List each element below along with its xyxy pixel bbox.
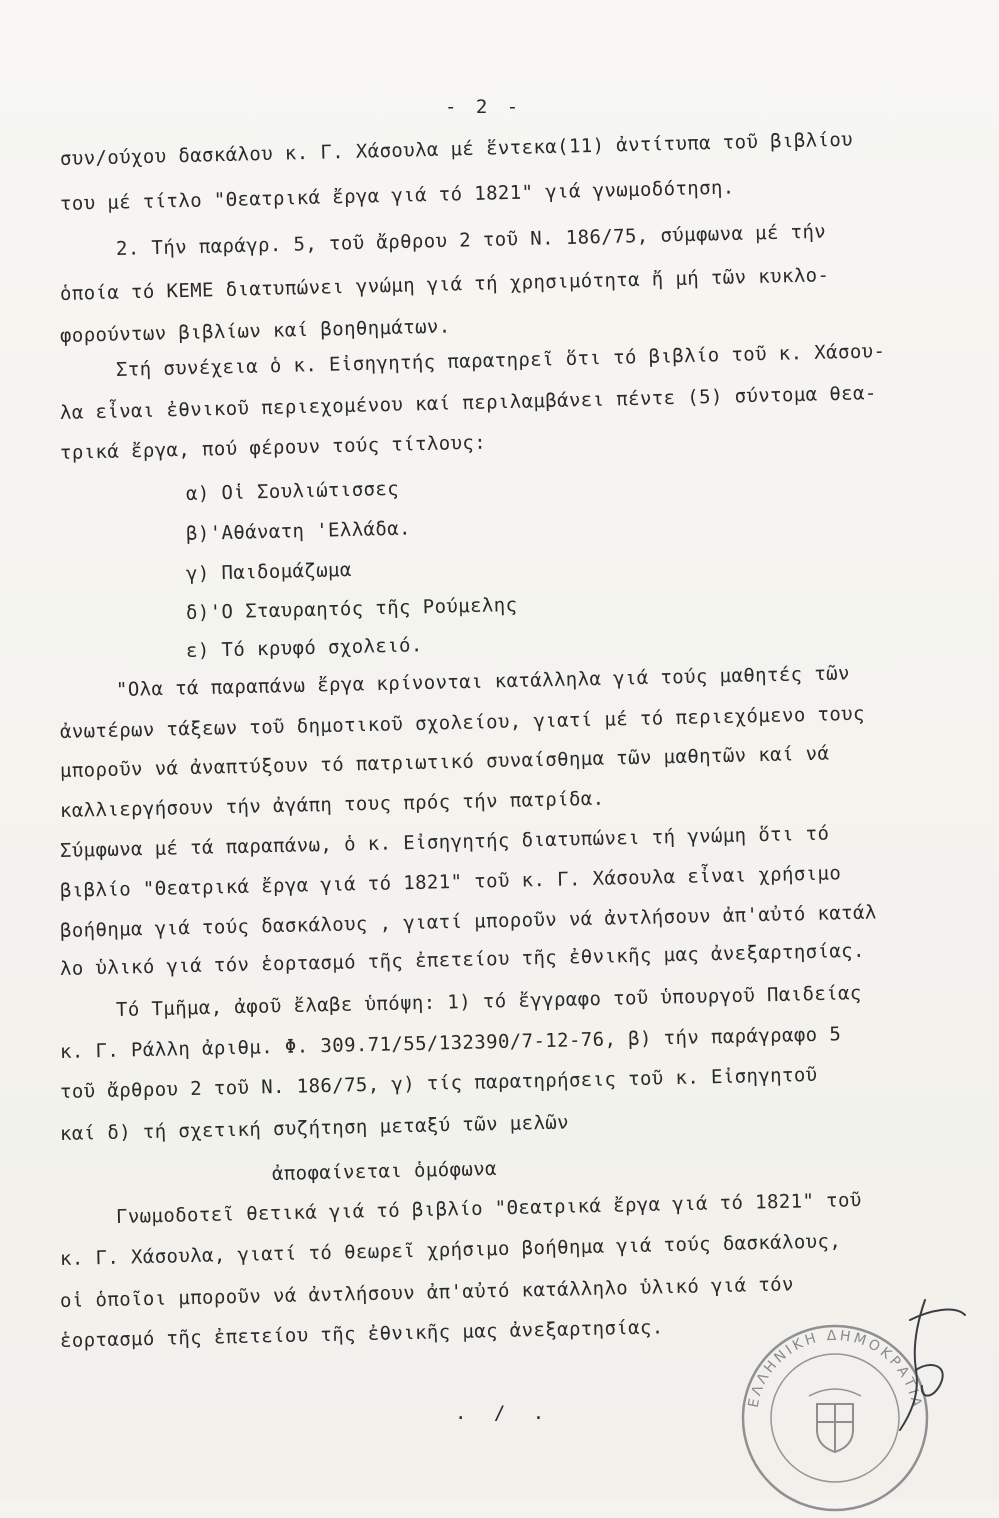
text-line: κ. Γ. Χάσουλα, γιατί τό θεωρεῖ χρήσιμο βοήθημα γιά τούς δασκάλους, (59, 1230, 842, 1270)
list-item: β)'Αθάνατη 'Ελλάδα. (185, 517, 412, 545)
list-item: α) Οἱ Σουλιώτισσες (185, 477, 400, 505)
list-item: γ) Παιδομάζωμα (185, 558, 352, 585)
text-line: φορούντων βιβλίων καί βοηθημάτων. (59, 315, 451, 347)
decision-heading: ἀποφαίνεται ὁμόφωνα (271, 1157, 498, 1185)
text-line: Τό Τμῆμα, ἀφοῦ ἔλαβε ὑπόψη: 1) τό ἔγγραφο τοῦ ὑπουργοῦ Παιδείας (115, 982, 862, 1021)
text-line: οἱ ὁποῖοι μποροῦν νά ἀντλήσουν ἀπ'αὐτό κατάλληλο ὑλικό γιά τόν (59, 1273, 795, 1312)
text-line: ἑορτασμό τῆς ἐπετείου τῆς ἐθνικῆς μας ἀνεξαρτησίας. (59, 1316, 664, 1352)
text-line: συν/ούχου δασκάλου κ. Γ. Χάσουλα μέ ἕντεκα(11) ἀντίτυπα τοῦ βιβλίου (59, 128, 854, 170)
text-line: καί δ) τή σχετική συζήτηση μεταξύ τῶν μελῶν (59, 1111, 570, 1145)
page-number: - 2 - (445, 96, 523, 118)
text-line: Στή συνέχεια ὁ κ. Εἰσηγητής παρατηρεῖ ὅτι τό βιβλίο τοῦ κ. Χάσου- (115, 340, 886, 381)
text-line: μποροῦν νά ἀναπτύξουν τό πατριωτικό συναίσθημα τῶν μαθητῶν καί νά (59, 742, 830, 782)
text-line: λο ὑλικό γιά τόν ἑορτασμό τῆς ἐπετείου τῆς ἐθνικῆς μας ἀνεξαρτησίας. (59, 939, 866, 980)
list-item: δ)'Ο Σταυραητός τῆς Ρούμελης (185, 593, 518, 624)
text-line: του μέ τίτλο "Θεατρικά ἔργα γιά τό 1821" γιά γνωμοδότηση. (59, 176, 735, 215)
text-line: βιβλίο "Θεατρικά ἔργα γιά τό 1821" τοῦ κ. Γ. Χάσουλα εἶναι χρήσιμο (59, 862, 842, 902)
text-line: τοῦ ἄρθρου 2 τοῦ Ν. 186/75, γ) τίς παρατηρήσεις τοῦ κ. Εἰσηγητοῦ (59, 1063, 818, 1103)
text-line: Γνωμοδοτεῖ θετικά γιά τό βιβλίο "Θεατρικά ἔργα γιά τό 1821" τοῦ (115, 1189, 862, 1228)
text-line: τρικά ἔργα, πού φέρουν τούς τίτλους: (59, 431, 487, 464)
text-line: Σύμφωνα μέ τά παραπάνω, ὁ κ. Εἰσηγητής διατυπώνει τή γνώμη ὅτι τό (59, 822, 830, 862)
text-line: λα εἶναι ἐθνικοῦ περιεχομένου καί περιλαμβάνει πέντε (5) σύντομα θεα- (59, 382, 877, 424)
text-line: καλλιεργήσουν τήν ἀγάπη τους πρός τήν πατρίδα. (59, 787, 605, 822)
end-mark: . / . (455, 1402, 553, 1424)
stamp-text: ΕΛΛΗΝΙΚΗ ΔΗΜΟΚΡΑΤΙΑ (745, 1327, 925, 1411)
list-item: ε) Τό κρυφό σχολειό. (185, 634, 423, 662)
text-line: ὁποία τό ΚΕΜΕ διατυπώνει γνώμη γιά τή χρησιμότητα ἤ μή τῶν κυκλο- (59, 264, 830, 305)
text-line: βοήθημα γιά τούς δασκάλους , γιατί μποροῦν νά ἀντλήσουν ἀπ'αὐτό κατάλ (59, 901, 877, 942)
signature-icon (870, 1290, 980, 1440)
text-line: "Ολα τά παραπάνω ἔργα κρίνονται κατάλληλα γιά τούς μαθητές τῶν (115, 662, 851, 701)
text-line: ἀνωτέρων τάξεων τοῦ δημοτικοῦ σχολείου, γιατί μέ τό περιεχόμενο τους (59, 702, 866, 743)
text-line: 2. Τήν παράγρ. 5, τοῦ ἄρθρου 2 τοῦ Ν. 186/75, σύμφωνα μέ τήν (115, 220, 827, 260)
text-line: κ. Γ. Ράλλη ἀριθμ. Φ. 309.71/55/132390/7-12-76, β) τήν παράγραφο 5 (59, 1023, 842, 1063)
